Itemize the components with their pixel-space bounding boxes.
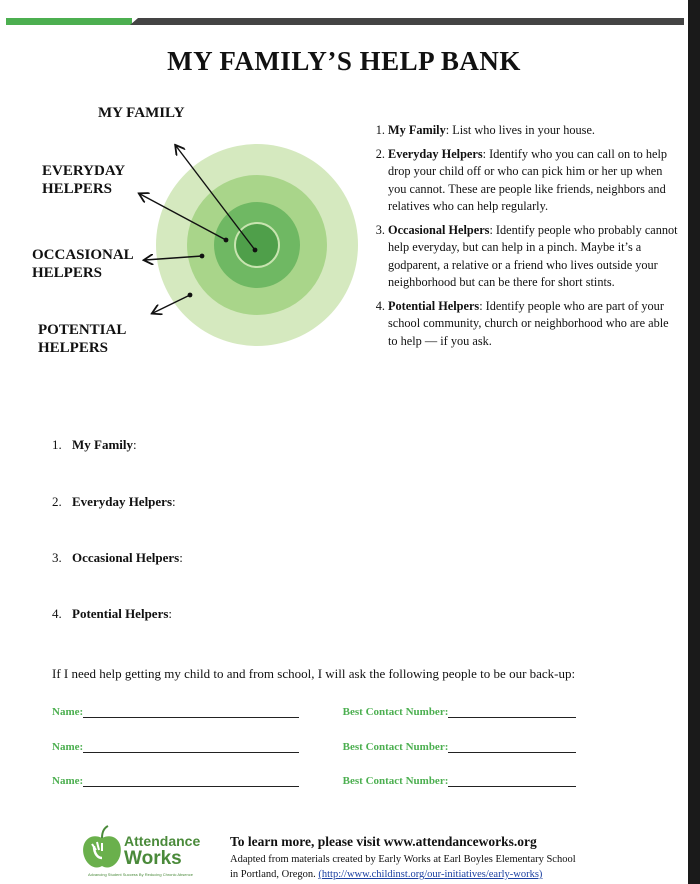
page-title: MY FAMILY’S HELP BANK: [167, 46, 521, 76]
logo-tagline: Advancing Student Success By Reducing Chronic Absence: [88, 872, 193, 877]
contact-number-field[interactable]: [448, 774, 576, 787]
label-potential-helpers: POTENTIAL HELPERS: [38, 322, 127, 356]
label-occasional-helpers: OCCASIONAL HELPERS: [32, 247, 134, 281]
name-label: Name:: [52, 741, 84, 753]
learn-more-text: To learn more, please visit www.attendanceworks.org: [230, 834, 537, 849]
early-works-link[interactable]: (http://www.childinst.org/our-initiatives/early-works): [318, 869, 543, 880]
fill-in-my-family[interactable]: 1. My Family:: [52, 437, 137, 452]
contact-number-field[interactable]: [448, 740, 576, 753]
logo-text-works: Works: [124, 848, 182, 869]
instruction-potential-helpers: 4. Potential Helpers: Identify people who are part of your school community, church or neighborhood who are able to help — if you ask.: [388, 298, 678, 351]
name-field[interactable]: [83, 705, 299, 718]
instructions-list: [364, 122, 678, 356]
contact-row: [52, 774, 576, 787]
fill-in-everyday-helpers[interactable]: 2. Everyday Helpers:: [52, 494, 176, 509]
instruction-occasional-helpers: 3. Occasional Helpers: Identify people who probably cannot help everyday, but can help in a pinch. Maybe it’s a godparent, a relative or a friend who lives outside your neighborhood but can be there for short stints.: [388, 222, 678, 292]
contact-number-label: Best Contact Number:: [342, 706, 449, 718]
contact-number-label: Best Contact Number:: [342, 741, 449, 753]
name-field[interactable]: [83, 740, 299, 753]
ring-family: [235, 223, 279, 267]
contact-row: [52, 740, 576, 753]
adapted-from-text: Adapted from materials created by Early Works at Earl Boyles Elementary School in Portland, Oregon. (http://www.childinst.org/our-initiatives/early-works): [230, 854, 576, 880]
name-label: Name:: [52, 775, 84, 787]
contact-row: [52, 705, 576, 718]
instruction-my-family: 1. My Family: List who lives in your house.: [388, 122, 678, 140]
label-my-family: MY FAMILY: [98, 105, 185, 121]
label-everyday-helpers: EVERYDAY HELPERS: [42, 163, 126, 197]
apple-icon: [83, 836, 121, 867]
logo-text-attendance: Attendance: [124, 833, 201, 849]
backup-prompt: If I need help getting my child to and from school, I will ask the following people to be our back-up:: [52, 666, 576, 681]
name-field[interactable]: [83, 774, 299, 787]
fill-in-occasional-helpers[interactable]: 3. Occasional Helpers:: [52, 550, 183, 565]
name-label: Name:: [52, 706, 84, 718]
instruction-everyday-helpers: 2. Everyday Helpers: Identify who you can call on to help drop your child off or who can pick him or her up when you cannot. These are people like friends, neighbors and relatives who can help regularly.: [388, 146, 678, 216]
contact-number-field[interactable]: [448, 705, 576, 718]
fill-in-potential-helpers[interactable]: 4. Potential Helpers:: [52, 606, 173, 621]
contact-number-label: Best Contact Number:: [342, 775, 449, 787]
